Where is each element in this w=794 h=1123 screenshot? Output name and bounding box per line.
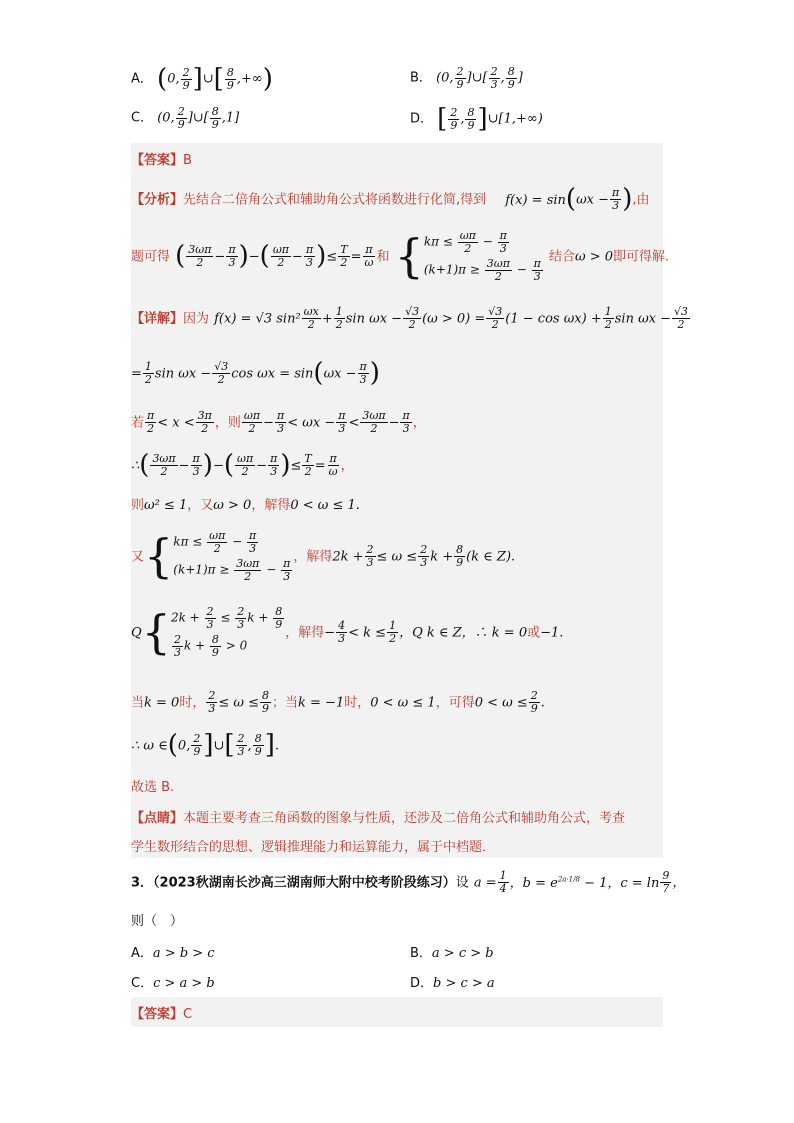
answer-q2: 【答案】B <box>131 153 192 168</box>
answer-q3: 【答案】C <box>131 1007 193 1022</box>
detail-line-1: 【详解】因为 f(x) = √3 sin² $\frac{\omega x}{2}$ + $\frac{1}{2}$ sin ωx − $\frac{√3}{2}$ (ω > 0) = $\frac{√3}{2}$ (1 − cos ωx) + $\frac{1}{2}$ sin ωx − $\frac{√3}{2}$ <box>131 305 689 331</box>
detail-line-2: = $\frac{1}{2}$ sin ωx − $\frac{√3}{2}$ cos ωx = sin(ωx − $\frac{\pi}{3}$ ) <box>131 358 380 388</box>
q3-option-d: D．b > c > a <box>410 976 495 991</box>
option-b: B． (0, $\frac{2}{9}$ ]∪[ $\frac{2}{3}$ , $\frac{8}{9}$ ] <box>410 65 523 91</box>
detail-line-6: 又{ kπ ≤ $\frac{\omega\pi}{2}$ − $\frac{\pi}{3}$ (k+1)π ≥ $\frac{3\omega\pi}{2}$ − $\frac{\pi}{3}$ ，解得2k + $\frac{2}{3}$ ≤ ω ≤ $\frac{2}{3}$ k + $\frac{8}{9}$ (k ∈ Z). <box>131 529 516 584</box>
q3-option-a: A．a > b > c <box>131 946 215 961</box>
detail-conclusion: 故选 B. <box>131 780 175 795</box>
detail-line-8: 当k = 0时， $\frac{2}{3}$ ≤ ω ≤ $\frac{8}{9}$ ；当k = −1时，0 < ω ≤ 1，可得0 < ω ≤ $\frac{2}{9}$ . <box>131 689 545 715</box>
detail-line-7: Q{ 2k + $\frac{2}{3}$ ≤ $\frac{2}{3}$ k + $\frac{8}{9}$ $\frac{2}{3}$ k + $\frac{8}{9}$ > 0 ，解得− $\frac{4}{3}$ < k ≤ $\frac{1}{2}$ ，Q k ∈ Z，∴ k = 0或−1. <box>131 605 564 660</box>
q3-option-b: B．a > c > b <box>410 946 494 961</box>
option-c: C． (0, $\frac{2}{9}$ ]∪[ $\frac{8}{9}$ ,1] <box>131 105 240 131</box>
analysis-line-1: 【分析】先结合二倍角公式和辅助角公式将函数进行化简,得到 f(x) = sin(ωx − $\frac{\pi}{3}$ ),由 <box>131 184 650 214</box>
comment-line-1: 【点睛】本题主要考查三角函数的图象与性质，还涉及二倍角公式和辅助角公式，考查 <box>131 811 626 826</box>
option-a: A． (0, $\frac{2}{9}$ ]∪[ $\frac{8}{9}$ ,+∞) <box>131 64 273 94</box>
detail-line-5: 则ω² ≤ 1，又ω > 0，解得0 < ω ≤ 1. <box>131 498 360 513</box>
answer-background-q3 <box>131 997 663 1027</box>
detail-line-9: ∴ ω ∈(0, $\frac{2}{9}$ ]∪[ $\frac{2}{3}$ , $\frac{8}{9}$ ]. <box>131 730 279 760</box>
option-d: D． [ $\frac{2}{9}$ , $\frac{8}{9}$ ]∪[1,+∞) <box>410 104 543 134</box>
question-3: 3．（2023秋湖南长沙高三湖南师大附中校考阶段练习）设 a = $\frac{1}{4}$ ，$b = e^{2a\cdot 1/8} - 1$，c = ln $\frac{9}{7}$ ， <box>131 869 686 895</box>
detail-line-4: ∴( $\frac{3\omega\pi}{2}$ − $\frac{\pi}{3}$ )−( $\frac{\omega\pi}{2}$ − $\frac{\pi}{3}$ )≤ $\frac{T}{2}$ = $\frac{\pi}{\omega}$ ， <box>131 450 354 480</box>
analysis-line-2: 题可得 ( $\frac{3\omega\pi}{2}$ − $\frac{\pi}{3}$ )−( $\frac{\omega\pi}{2}$ − $\frac{\pi}{3}$ )≤ $\frac{T}{2}$ = $\frac{\pi}{\omega}$ 和 { kπ ≤ $\frac{\omega\pi}{2}$ − $\frac{\pi}{3}$ (k+1)π ≥ $\frac{3\omega\pi}{2}$ − $\frac{\pi}{3}$ 结合ω > 0即可得解. <box>131 229 670 284</box>
detail-line-3: 若 $\frac{\pi}{2}$ < x < $\frac{3\pi}{2}$ ，则 $\frac{\omega\pi}{2}$ − $\frac{\pi}{3}$ < ωx − $\frac{\pi}{3}$ < $\frac{3\omega\pi}{2}$ − $\frac{\pi}{3}$ ， <box>131 409 426 435</box>
q3-option-c: C．c > a > b <box>131 976 215 991</box>
question-3-prompt: 则（ ） <box>131 914 184 929</box>
comment-line-2: 学生数形结合的思想、逻辑推理能力和运算能力，属于中档题． <box>131 840 496 855</box>
